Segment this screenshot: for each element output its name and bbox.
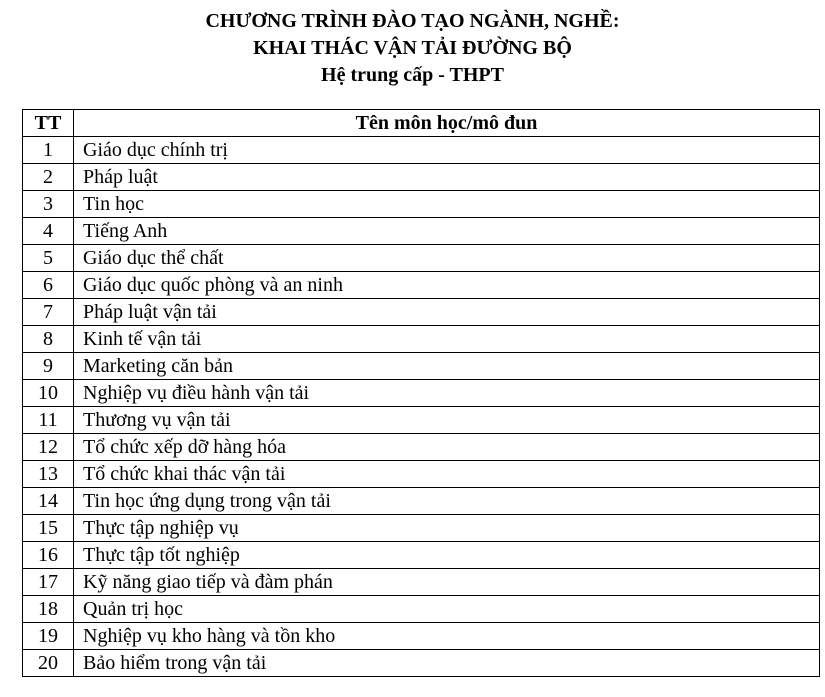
table-row — [23, 515, 820, 542]
level-subtitle: Hệ trung cấp - THPT — [321, 64, 504, 86]
table-row — [23, 407, 820, 434]
column-header-name: Tên môn học/mô đun — [74, 110, 820, 137]
row-number: 11 — [23, 407, 74, 434]
table-row — [23, 218, 820, 245]
table-row — [23, 191, 820, 218]
table-row — [23, 353, 820, 380]
subject-name: Thương vụ vận tải — [74, 407, 820, 434]
table-row — [23, 569, 820, 596]
subject-name: Kỹ năng giao tiếp và đàm phán — [74, 569, 820, 596]
program-title: CHƯƠNG TRÌNH ĐÀO TẠO NGÀNH, NGHỀ: — [205, 10, 620, 32]
row-number: 1 — [23, 137, 74, 164]
table-row — [23, 137, 820, 164]
subject-name: Thực tập nghiệp vụ — [74, 515, 820, 542]
subject-name: Tin học ứng dụng trong vận tải — [74, 488, 820, 515]
subject-name: Giáo dục thể chất — [74, 245, 820, 272]
row-number: 10 — [23, 380, 74, 407]
row-number: 8 — [23, 326, 74, 353]
table-row — [23, 434, 820, 461]
subject-name: Tin học — [74, 191, 820, 218]
subject-name: Giáo dục chính trị — [74, 137, 820, 164]
table-row — [23, 164, 820, 191]
row-number: 20 — [23, 650, 74, 677]
row-number: 14 — [23, 488, 74, 515]
subject-name: Nghiệp vụ kho hàng và tồn kho — [74, 623, 820, 650]
row-number: 4 — [23, 218, 74, 245]
subject-name: Quản trị học — [74, 596, 820, 623]
table-header-row — [23, 110, 820, 137]
row-number: 13 — [23, 461, 74, 488]
subject-name: Kinh tế vận tải — [74, 326, 820, 353]
table-row — [23, 380, 820, 407]
row-number: 6 — [23, 272, 74, 299]
table-row — [23, 299, 820, 326]
table-row — [23, 596, 820, 623]
subject-name: Pháp luật — [74, 164, 820, 191]
table-row — [23, 245, 820, 272]
subject-name: Tổ chức xếp dỡ hàng hóa — [74, 434, 820, 461]
table-row — [23, 488, 820, 515]
subject-name: Pháp luật vận tải — [74, 299, 820, 326]
row-number: 18 — [23, 596, 74, 623]
subject-name: Thực tập tốt nghiệp — [74, 542, 820, 569]
row-number: 17 — [23, 569, 74, 596]
subject-name: Marketing căn bản — [74, 353, 820, 380]
row-number: 7 — [23, 299, 74, 326]
row-number: 3 — [23, 191, 74, 218]
subjects-table — [22, 109, 820, 677]
table-row — [23, 461, 820, 488]
row-number: 2 — [23, 164, 74, 191]
row-number: 19 — [23, 623, 74, 650]
subject-name: Giáo dục quốc phòng và an ninh — [74, 272, 820, 299]
table-body — [23, 137, 820, 677]
row-number: 9 — [23, 353, 74, 380]
row-number: 15 — [23, 515, 74, 542]
row-number: 16 — [23, 542, 74, 569]
subject-name: Tiếng Anh — [74, 218, 820, 245]
row-number: 12 — [23, 434, 74, 461]
table-row — [23, 650, 820, 677]
row-number: 5 — [23, 245, 74, 272]
column-header-tt: TT — [23, 110, 74, 137]
table-row — [23, 326, 820, 353]
major-title: KHAI THÁC VẬN TẢI ĐƯỜNG BỘ — [253, 37, 572, 59]
table-row — [23, 272, 820, 299]
document-header — [0, 8, 825, 89]
subject-name: Bảo hiểm trong vận tải — [74, 650, 820, 677]
table-row — [23, 542, 820, 569]
table-row — [23, 623, 820, 650]
subject-name: Nghiệp vụ điều hành vận tải — [74, 380, 820, 407]
subject-name: Tổ chức khai thác vận tải — [74, 461, 820, 488]
